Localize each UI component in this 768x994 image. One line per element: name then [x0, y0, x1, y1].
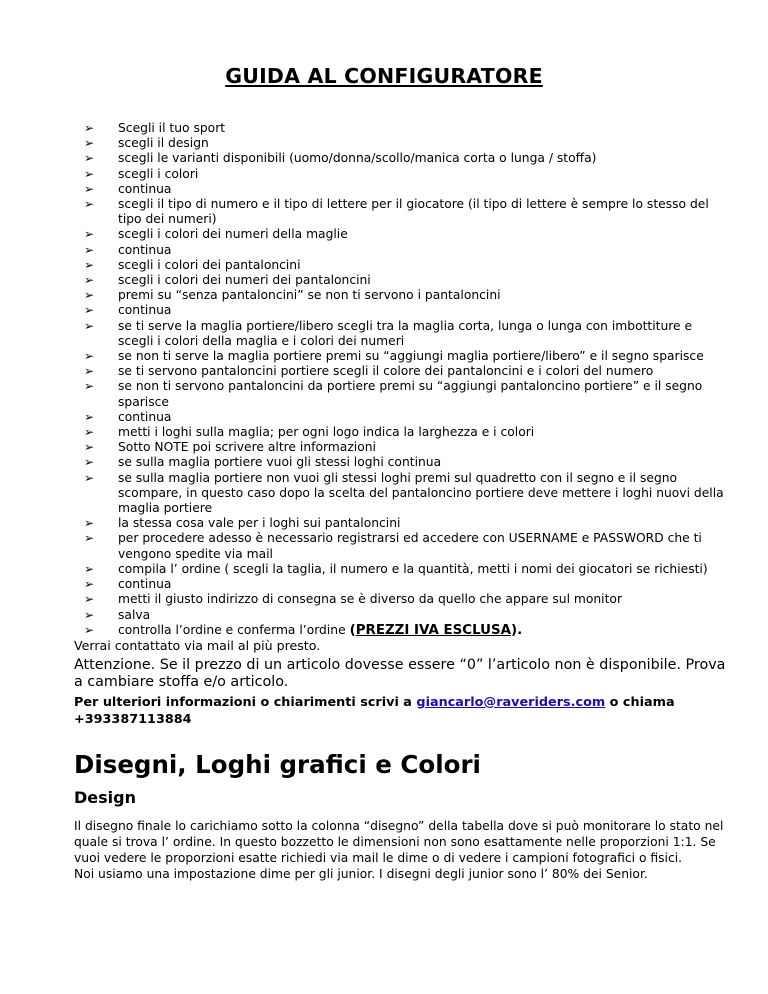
- step-item-last: [74, 623, 728, 638]
- step-text: se non ti servono pantaloncini da portiere premi su “aggiungi pantaloncino portiere” e il segno sparisce: [118, 379, 703, 409]
- step-item: [74, 243, 728, 258]
- arrow-bullet-icon: ➢: [84, 257, 95, 272]
- step-item: [74, 197, 728, 227]
- step-text: se ti serve la maglia portiere/libero scegli tra la maglia corta, lunga o lunga con imbottiture e scegli i colori della maglia e i colori dei numeri: [118, 318, 693, 348]
- step-item: [74, 227, 728, 242]
- step-text: premi su “senza pantaloncini” se non ti servono i pantaloncini: [118, 288, 501, 303]
- step-item: [74, 516, 728, 531]
- step-text: metti i loghi sulla maglia; per ogni logo indica la larghezza e i colori: [118, 425, 535, 440]
- arrow-bullet-icon: ➢: [84, 561, 95, 576]
- section-title: Disegni, Loghi grafici e Colori: [74, 749, 481, 779]
- step-item: [74, 455, 728, 470]
- step-text: scegli il tipo di numero e il tipo di lettere per il giocatore (il tipo di lettere è sempre lo stesso del tipo dei numeri): [118, 197, 709, 227]
- arrow-bullet-icon: ➢: [84, 166, 95, 181]
- prices-note: PREZZI IVA ESCLUSA: [355, 622, 512, 638]
- step-text: se sulla maglia portiere non vuoi gli stessi loghi premi sul quadretto con il segno e il segno scompare, in questo caso dopo la scelta del pantaloncino portiere deve mettere i loghi nuovi della maglia portiere: [118, 470, 724, 516]
- step-text: continua: [118, 181, 172, 196]
- last-step-text: controlla l’ordine e conferma l’ordine: [118, 622, 350, 637]
- step-text: se non ti serve la maglia portiere premi su “aggiungi maglia portiere/libero” e il segno sparisce: [118, 349, 704, 364]
- arrow-bullet-icon: ➢: [84, 288, 95, 303]
- arrow-bullet-icon: ➢: [84, 318, 95, 333]
- step-text: continua: [118, 303, 172, 318]
- arrow-bullet-icon: ➢: [84, 349, 95, 364]
- step-item: [74, 303, 728, 318]
- step-text: continua: [118, 409, 172, 424]
- arrow-bullet-icon: ➢: [84, 151, 95, 166]
- arrow-bullet-icon: ➢: [84, 197, 95, 212]
- info-prefix: Per ulteriori informazioni o chiarimenti scrivi a: [74, 694, 417, 710]
- design-paragraph-1: Il disegno finale lo carichiamo sotto la colonna “disegno” della tabella dove si può monitorare lo stato nel quale si trova l’ ordine. In questo bozzetto le dimensioni non sono esattamente nelle proporzioni 1:1. Se vuoi vedere le proporzioni esatte richiedi via mail le dime o di vedere i campioni fotografici o fisici.: [74, 818, 724, 865]
- arrow-bullet-icon: ➢: [84, 577, 95, 592]
- arrow-bullet-icon: ➢: [84, 242, 95, 257]
- step-item: [74, 379, 728, 409]
- step-text: se sulla maglia portiere vuoi gli stessi loghi continua: [118, 455, 442, 470]
- step-item: [74, 471, 728, 517]
- step-item: [74, 288, 728, 303]
- info-note: [74, 694, 728, 728]
- step-text: la stessa cosa vale per i loghi sui pantaloncini: [118, 516, 401, 531]
- step-item: [74, 151, 728, 166]
- page-title: GUIDA AL CONFIGURATORE: [225, 64, 543, 88]
- step-item: [74, 577, 728, 592]
- step-text: scegli i colori dei pantaloncini: [118, 257, 301, 272]
- arrow-bullet-icon: ➢: [84, 121, 95, 135]
- step-text: metti il giusto indirizzo di consegna se è diverso da quello che appare sul monitor: [118, 592, 623, 607]
- step-item: [74, 562, 728, 577]
- step-text: scegli i colori dei numeri della maglie: [118, 227, 348, 242]
- step-text: Sotto NOTE poi scrivere altre informazioni: [118, 440, 376, 455]
- arrow-bullet-icon: ➢: [84, 425, 95, 440]
- step-item: [74, 136, 728, 151]
- step-text: se ti servono pantaloncini portiere scegli il colore dei pantaloncini e i colori del numero: [118, 364, 654, 379]
- step-text: scegli i colori: [118, 166, 199, 181]
- step-item: [74, 440, 728, 455]
- paren-open: (: [349, 622, 356, 638]
- arrow-bullet-icon: ➢: [84, 455, 95, 470]
- arrow-bullet-icon: ➢: [84, 379, 95, 394]
- step-item: [74, 364, 728, 379]
- step-item: [74, 608, 728, 623]
- arrow-bullet-icon: ➢: [84, 470, 95, 485]
- step-item: [74, 273, 728, 288]
- arrow-bullet-icon: ➢: [84, 622, 95, 637]
- step-item: [74, 167, 728, 182]
- email-link[interactable]: giancarlo@raveriders.com: [416, 694, 606, 710]
- step-item: [74, 425, 728, 440]
- arrow-bullet-icon: ➢: [84, 364, 95, 379]
- step-text: scegli i colori dei numeri dei pantaloncini: [118, 273, 371, 288]
- arrow-bullet-icon: ➢: [84, 181, 95, 196]
- step-item: [74, 258, 728, 273]
- arrow-bullet-icon: ➢: [84, 303, 95, 318]
- contact-note: Verrai contattato via mail al più presto.: [74, 637, 321, 653]
- info-suffix: o chiama +393387113884: [74, 694, 675, 727]
- arrow-bullet-icon: ➢: [84, 273, 95, 288]
- step-text: scegli il design: [118, 136, 209, 151]
- attention-note: Attenzione. Se il prezzo di un articolo dovesse essere “0” l’articolo non è disponibile. Prova a cambiare stoffa e/o articolo.: [74, 656, 726, 690]
- arrow-bullet-icon: ➢: [84, 409, 95, 424]
- step-text: scegli le varianti disponibili (uomo/donna/scollo/manica corta o lunga / stoffa): [118, 151, 597, 166]
- arrow-bullet-icon: ➢: [84, 607, 95, 622]
- subsection-title: Design: [74, 787, 136, 807]
- step-text: per procedere adesso è necessario registrarsi ed accedere con USERNAME e PASSWORD che ti vengono spedite via mail: [118, 531, 702, 561]
- step-text: salva: [118, 607, 151, 622]
- step-item: [74, 182, 728, 197]
- step-item: [74, 319, 728, 349]
- arrow-bullet-icon: ➢: [84, 440, 95, 455]
- step-text: continua: [118, 242, 172, 257]
- arrow-bullet-icon: ➢: [84, 531, 95, 546]
- step-item: [74, 592, 728, 607]
- step-text: continua: [118, 577, 172, 592]
- arrow-bullet-icon: ➢: [84, 136, 95, 151]
- steps-list: [74, 121, 728, 638]
- step-text: Scegli il tuo sport: [118, 121, 226, 135]
- arrow-bullet-icon: ➢: [84, 592, 95, 607]
- step-item: [74, 121, 728, 136]
- design-paragraph-2: Noi usiamo una impostazione dime per gli junior. I disegni degli junior sono l’ 80% dei Senior.: [74, 866, 648, 881]
- arrow-bullet-icon: ➢: [84, 516, 95, 531]
- step-text: compila l’ ordine ( scegli la taglia, il numero e la quantità, metti i nomi dei giocatori se richiesti): [118, 561, 708, 576]
- arrow-bullet-icon: ➢: [84, 227, 95, 242]
- paren-close: ).: [511, 622, 523, 638]
- step-item: [74, 349, 728, 364]
- step-item: [74, 531, 728, 561]
- step-item: [74, 410, 728, 425]
